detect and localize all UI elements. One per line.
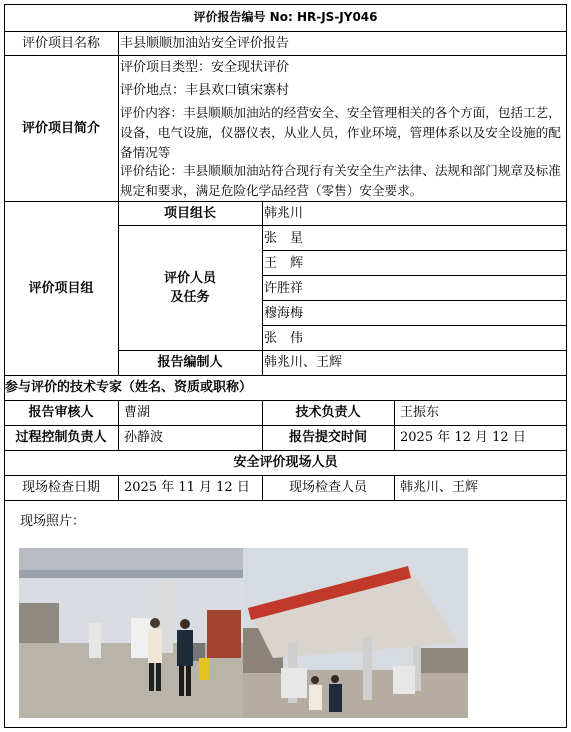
inspect-date-value: 2025 年 11 月 12 日 <box>124 480 250 495</box>
submit-date-value: 2025 年 12 月 12 日 <box>400 430 526 445</box>
evaluators-label-line2: 及任务 <box>170 289 210 305</box>
onsite-header: 安全评价现场人员 <box>233 455 338 470</box>
intro-content: 评价内容：丰县顺顺加油站的经营安全、安全管理相关的各个方面，包括工艺，设备，电气设施，仪器仪表，从业人员，作业环境，管理体系以及安全设施的配备情况等 <box>120 105 561 160</box>
team-label: 评价项目组 <box>28 280 94 296</box>
photos-label: 现场照片： <box>20 513 86 529</box>
inspect-date-label: 现场检查日期 <box>21 480 100 495</box>
process-lead-label: 过程控制负责人 <box>15 430 107 445</box>
intro-conclusion: 评价结论：丰县顺顺加油站符合现行有关安全生产法律、法规和部门规章及标准规定和要求，满足危险化学品经营（零售）安全要求。 <box>120 163 561 198</box>
intro-label: 评价项目简介 <box>21 120 100 136</box>
evaluator-1: 张 星 <box>264 230 304 246</box>
intro-location: 评价地点：丰县欢口镇宋寨村 <box>120 82 290 98</box>
evaluators-label <box>118 225 262 350</box>
tech-lead-value: 王振东 <box>400 405 440 420</box>
process-lead-value: 孙静波 <box>124 430 164 445</box>
evaluator-4: 穆海梅 <box>264 305 304 321</box>
leader-value: 韩兆川 <box>264 205 304 221</box>
editor-value: 韩兆川、王辉 <box>264 355 343 370</box>
evaluators-label-line1: 评价人员 <box>163 270 216 286</box>
intro-type: 评价项目类型：安全现状评价 <box>120 59 290 75</box>
leader-label: 项目组长 <box>163 205 216 221</box>
inspectors-value: 韩兆川、王辉 <box>400 480 479 495</box>
evaluator-3: 许胜祥 <box>264 280 304 296</box>
inspectors-label: 现场检查人员 <box>288 480 367 495</box>
evaluator-2: 王 辉 <box>264 255 304 271</box>
report-number: 评价报告编号 No: HR-JS-JY046 <box>193 10 378 24</box>
project-name-label: 评价项目名称 <box>21 35 100 51</box>
site-photo-2 <box>243 548 468 718</box>
submit-date-label: 报告提交时间 <box>288 430 367 445</box>
site-photo-1 <box>19 548 243 718</box>
editor-label: 报告编制人 <box>157 355 223 370</box>
tech-lead-label: 技术负责人 <box>295 405 361 420</box>
reviewer-value: 曹湖 <box>124 405 151 420</box>
evaluator-5: 张 伟 <box>264 330 304 346</box>
experts-label: 参与评价的技术专家（姓名、资质或职称） <box>5 380 253 395</box>
reviewer-label: 报告审核人 <box>28 405 94 420</box>
project-name-value: 丰县顺顺加油站安全评价报告 <box>120 35 290 51</box>
